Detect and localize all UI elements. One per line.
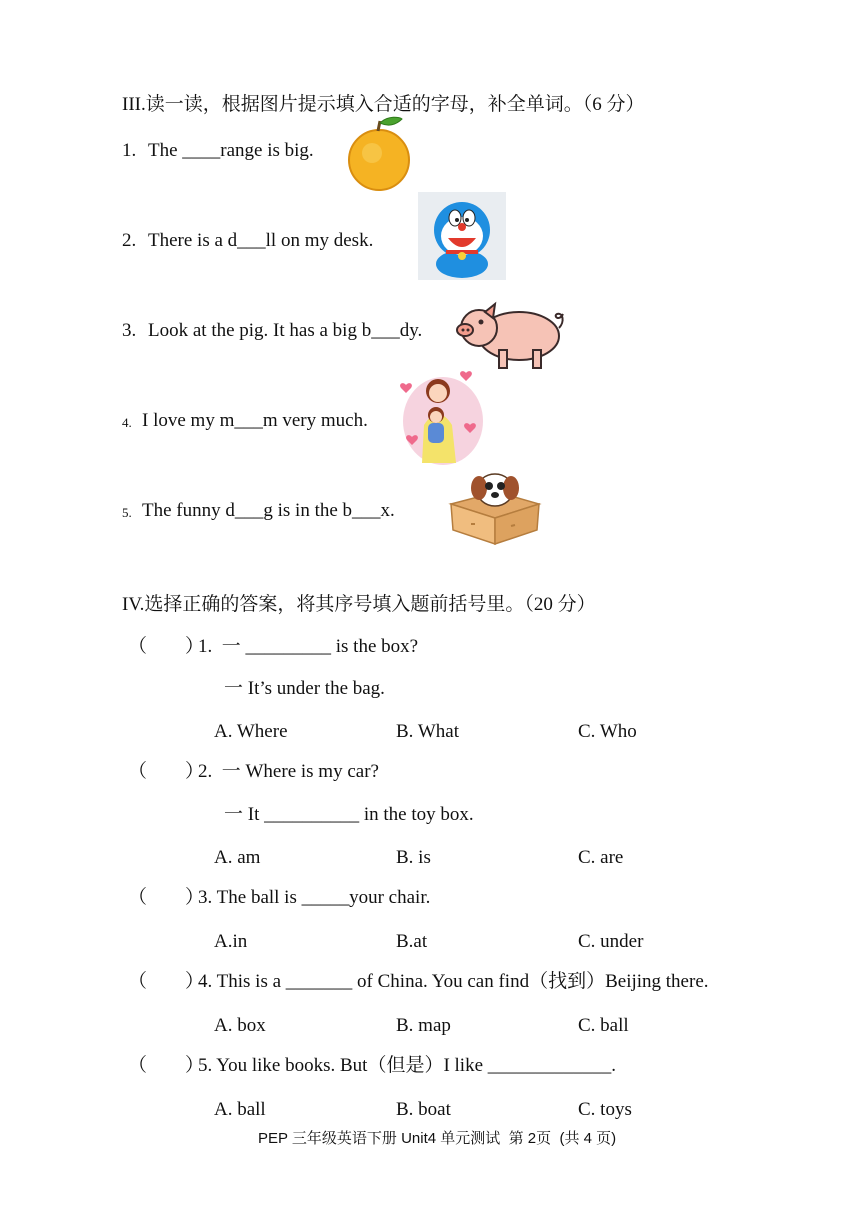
question-1-option-b: B. What (396, 721, 459, 742)
question-2-option-a: A. am (214, 847, 261, 868)
orange-picture (344, 113, 414, 193)
item-3-text: Look at the pig. It has a big b___dy. (148, 320, 423, 341)
pig-picture (451, 298, 569, 374)
question-3-line1: 3. The ball is _____your chair. (198, 887, 431, 908)
question-3-option-b: B.at (396, 931, 428, 952)
item-4-text: I love my m___m very much. (142, 410, 368, 431)
question-4-option-c: C. ball (578, 1015, 629, 1036)
item-1-text: The ____range is big. (148, 140, 314, 161)
item-5-number: 5. (122, 505, 132, 520)
question-3-option-a: A.in (214, 931, 248, 952)
item-2-text: There is a d___ll on my desk. (148, 230, 374, 251)
question-2-option-c: C. are (578, 847, 624, 868)
question-1-option-a: A. Where (214, 721, 288, 742)
page-footer: PEP 三年级英语下册 Unit4 单元测试 第 2页 (共 4 页) (258, 1130, 617, 1147)
question-2-line1: 2. 一 Where is my car? (198, 761, 379, 782)
question-2-line2: 一 It __________ in the toy box. (224, 804, 474, 825)
doll-picture (418, 192, 506, 280)
question-1-line1: 1. 一 _________ is the box? (198, 636, 419, 657)
section-4-heading: IV.选择正确的答案，将其序号填入题前括号里。（20 分） (122, 594, 596, 615)
item-1-number: 1. (122, 140, 137, 161)
question-5-line1: 5. You like books. But（但是）I like _____________. (198, 1055, 617, 1076)
question-4-option-b: B. map (396, 1015, 451, 1036)
answer-bracket[interactable]: （ ） (128, 971, 205, 992)
answer-bracket[interactable]: （ ） (128, 761, 205, 782)
item-3-number: 3. (122, 320, 137, 341)
question-4-option-a: A. box (214, 1015, 266, 1036)
question-3-option-c: C. under (578, 931, 644, 952)
dog-in-box-picture (441, 464, 545, 546)
answer-bracket[interactable]: （ ） (128, 1055, 205, 1076)
item-5-text: The funny d___g is in the b___x. (142, 500, 395, 521)
answer-bracket[interactable]: （ ） (128, 887, 205, 908)
question-5-option-b: B. boat (396, 1099, 451, 1120)
question-2-option-b: B. is (396, 847, 431, 868)
question-1-option-c: C. Who (578, 721, 637, 742)
answer-bracket[interactable]: （ ） (128, 636, 205, 657)
section-3-heading: III.读一读，根据图片提示填入合适的字母，补全单词。（6 分） (122, 94, 645, 115)
question-5-option-c: C. toys (578, 1099, 632, 1120)
question-1-line2: 一 It’s under the bag. (224, 678, 385, 699)
item-4-number: 4. (122, 415, 132, 430)
question-4-line1: 4. This is a _______ of China. You can find（找到）Beijing there. (198, 971, 709, 992)
question-5-option-a: A. ball (214, 1099, 266, 1120)
item-2-number: 2. (122, 230, 137, 251)
mum-picture (398, 367, 488, 471)
